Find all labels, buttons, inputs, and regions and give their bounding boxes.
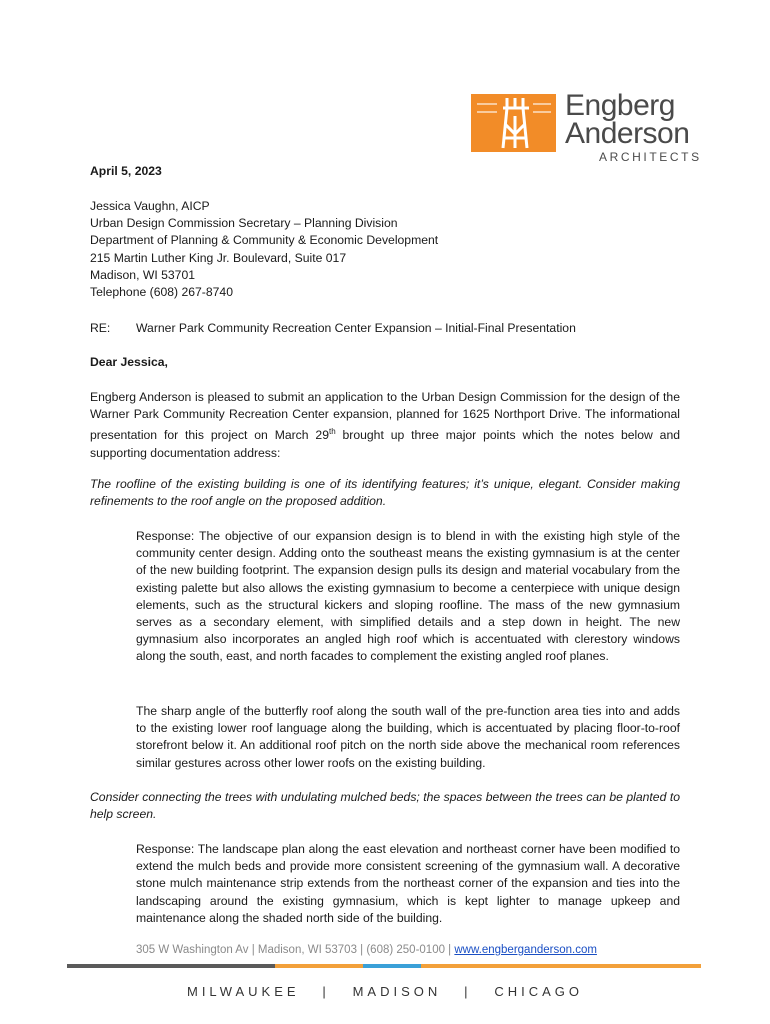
recipient-name: Jessica Vaughn, AICP — [90, 199, 210, 213]
website-link[interactable]: www.engberganderson.com — [454, 944, 597, 956]
company-logo — [471, 89, 703, 166]
intro-superscript: th — [328, 427, 336, 437]
recipient-city: Madison, WI 53701 — [90, 267, 196, 282]
recipient-department: Department of Planning & Community & Economic Development — [90, 233, 439, 248]
greeting: Dear Jessica, — [90, 355, 168, 369]
intro-text-end: brought up three major points which the notes below and supporting documentation address: — [90, 428, 681, 460]
response-butterfly-roof: The sharp angle of the butterfly roof along the south wall of the pre-function area ties into and adds to the existing lower roof language along the building, which is accentuated by placing floor-to-roof storefront below it. An additional roof pitch on the north side above the mechanical room references similar gestures across other lower roofs on the existing building. — [136, 704, 680, 770]
letter-date: April 5, 2023 — [90, 164, 162, 178]
logo-wordmark — [565, 89, 690, 150]
comment-trees: Consider connecting the trees with undulating mulched beds; the spaces between the trees can be planted to help screen. — [90, 790, 680, 822]
footer-bar-segment — [67, 964, 275, 968]
office-cities: MILWAUKEE | MADISON | CHICAGO — [186, 984, 583, 999]
tower-icon — [471, 94, 556, 152]
footer-bar-segment — [275, 964, 363, 968]
recipient-title: Urban Design Commission Secretary – Planning Division — [90, 216, 398, 231]
footer-bar-segment — [363, 964, 421, 968]
footer-contact: 305 W Washington Av | Madison, WI 53703 | (608) 250-0100 | — [136, 944, 455, 956]
response-roofline: Response: The objective of our expansion design is to blend in with the existing high style of the community center design. Adding onto the southeast means the existing gymnasium is at the center of the new building footprint. The expansion design pulls its design and material vocabulary from the existing palette but also allows the existing gymnasium to become a centerpiece with unique design elements, such as the structural kickers and sloping roofline. The mass of the new gymnasium serves as a secondary element, with simplified details and a step down in height. The new gymnasium also incorporates an angled high roof which is accentuated with clerestory windows along the south, east, and north facades to complement the existing angled roof planes. — [136, 529, 680, 664]
intro-text-start: Engberg Anderson is pleased to submit an application to the Urban Design Commission for the design of the Warner Park Community Recreation Center expansion, planned for 1625 Northport Drive. The informational presentation for this project on March 29 — [90, 390, 680, 443]
subject-label: RE: — [90, 321, 111, 335]
subject-text: Warner Park Community Recreation Center Expansion – Initial-Final Presentation — [136, 321, 576, 335]
comment-roofline: The roofline of the existing building is one of its identifying features; it’s unique, elegant. Consider making refinements to the roof angle on the proposed addition. — [90, 477, 680, 509]
subject-line — [90, 320, 680, 337]
footer-bar-segment — [421, 964, 701, 968]
footer-address — [136, 944, 597, 956]
logo-name-line1: Engberg — [565, 89, 675, 122]
response-landscape: Response: The landscape plan along the east elevation and northeast corner have been modified to extend the mulch beds and provide more consistent screening of the gymnasium wall. A decorative stone mulch maintenance strip extends from the northeast corner of the expansion and ties into the landscaping around the existing gymnasium, which is kept lighter to manage upkeep and maintenance along the shaded north side of the building. — [136, 842, 680, 925]
recipient-street: 215 Martin Luther King Jr. Boulevard, Suite 017 — [90, 250, 347, 265]
recipient-phone: Telephone (608) 267-8740 — [90, 284, 233, 299]
logo-subtitle: ARCHITECTS — [599, 150, 702, 164]
intro-paragraph — [90, 389, 680, 462]
recipient-address — [90, 198, 680, 301]
logo-name-line2: Anderson — [565, 117, 690, 150]
logo-mark — [471, 94, 556, 152]
